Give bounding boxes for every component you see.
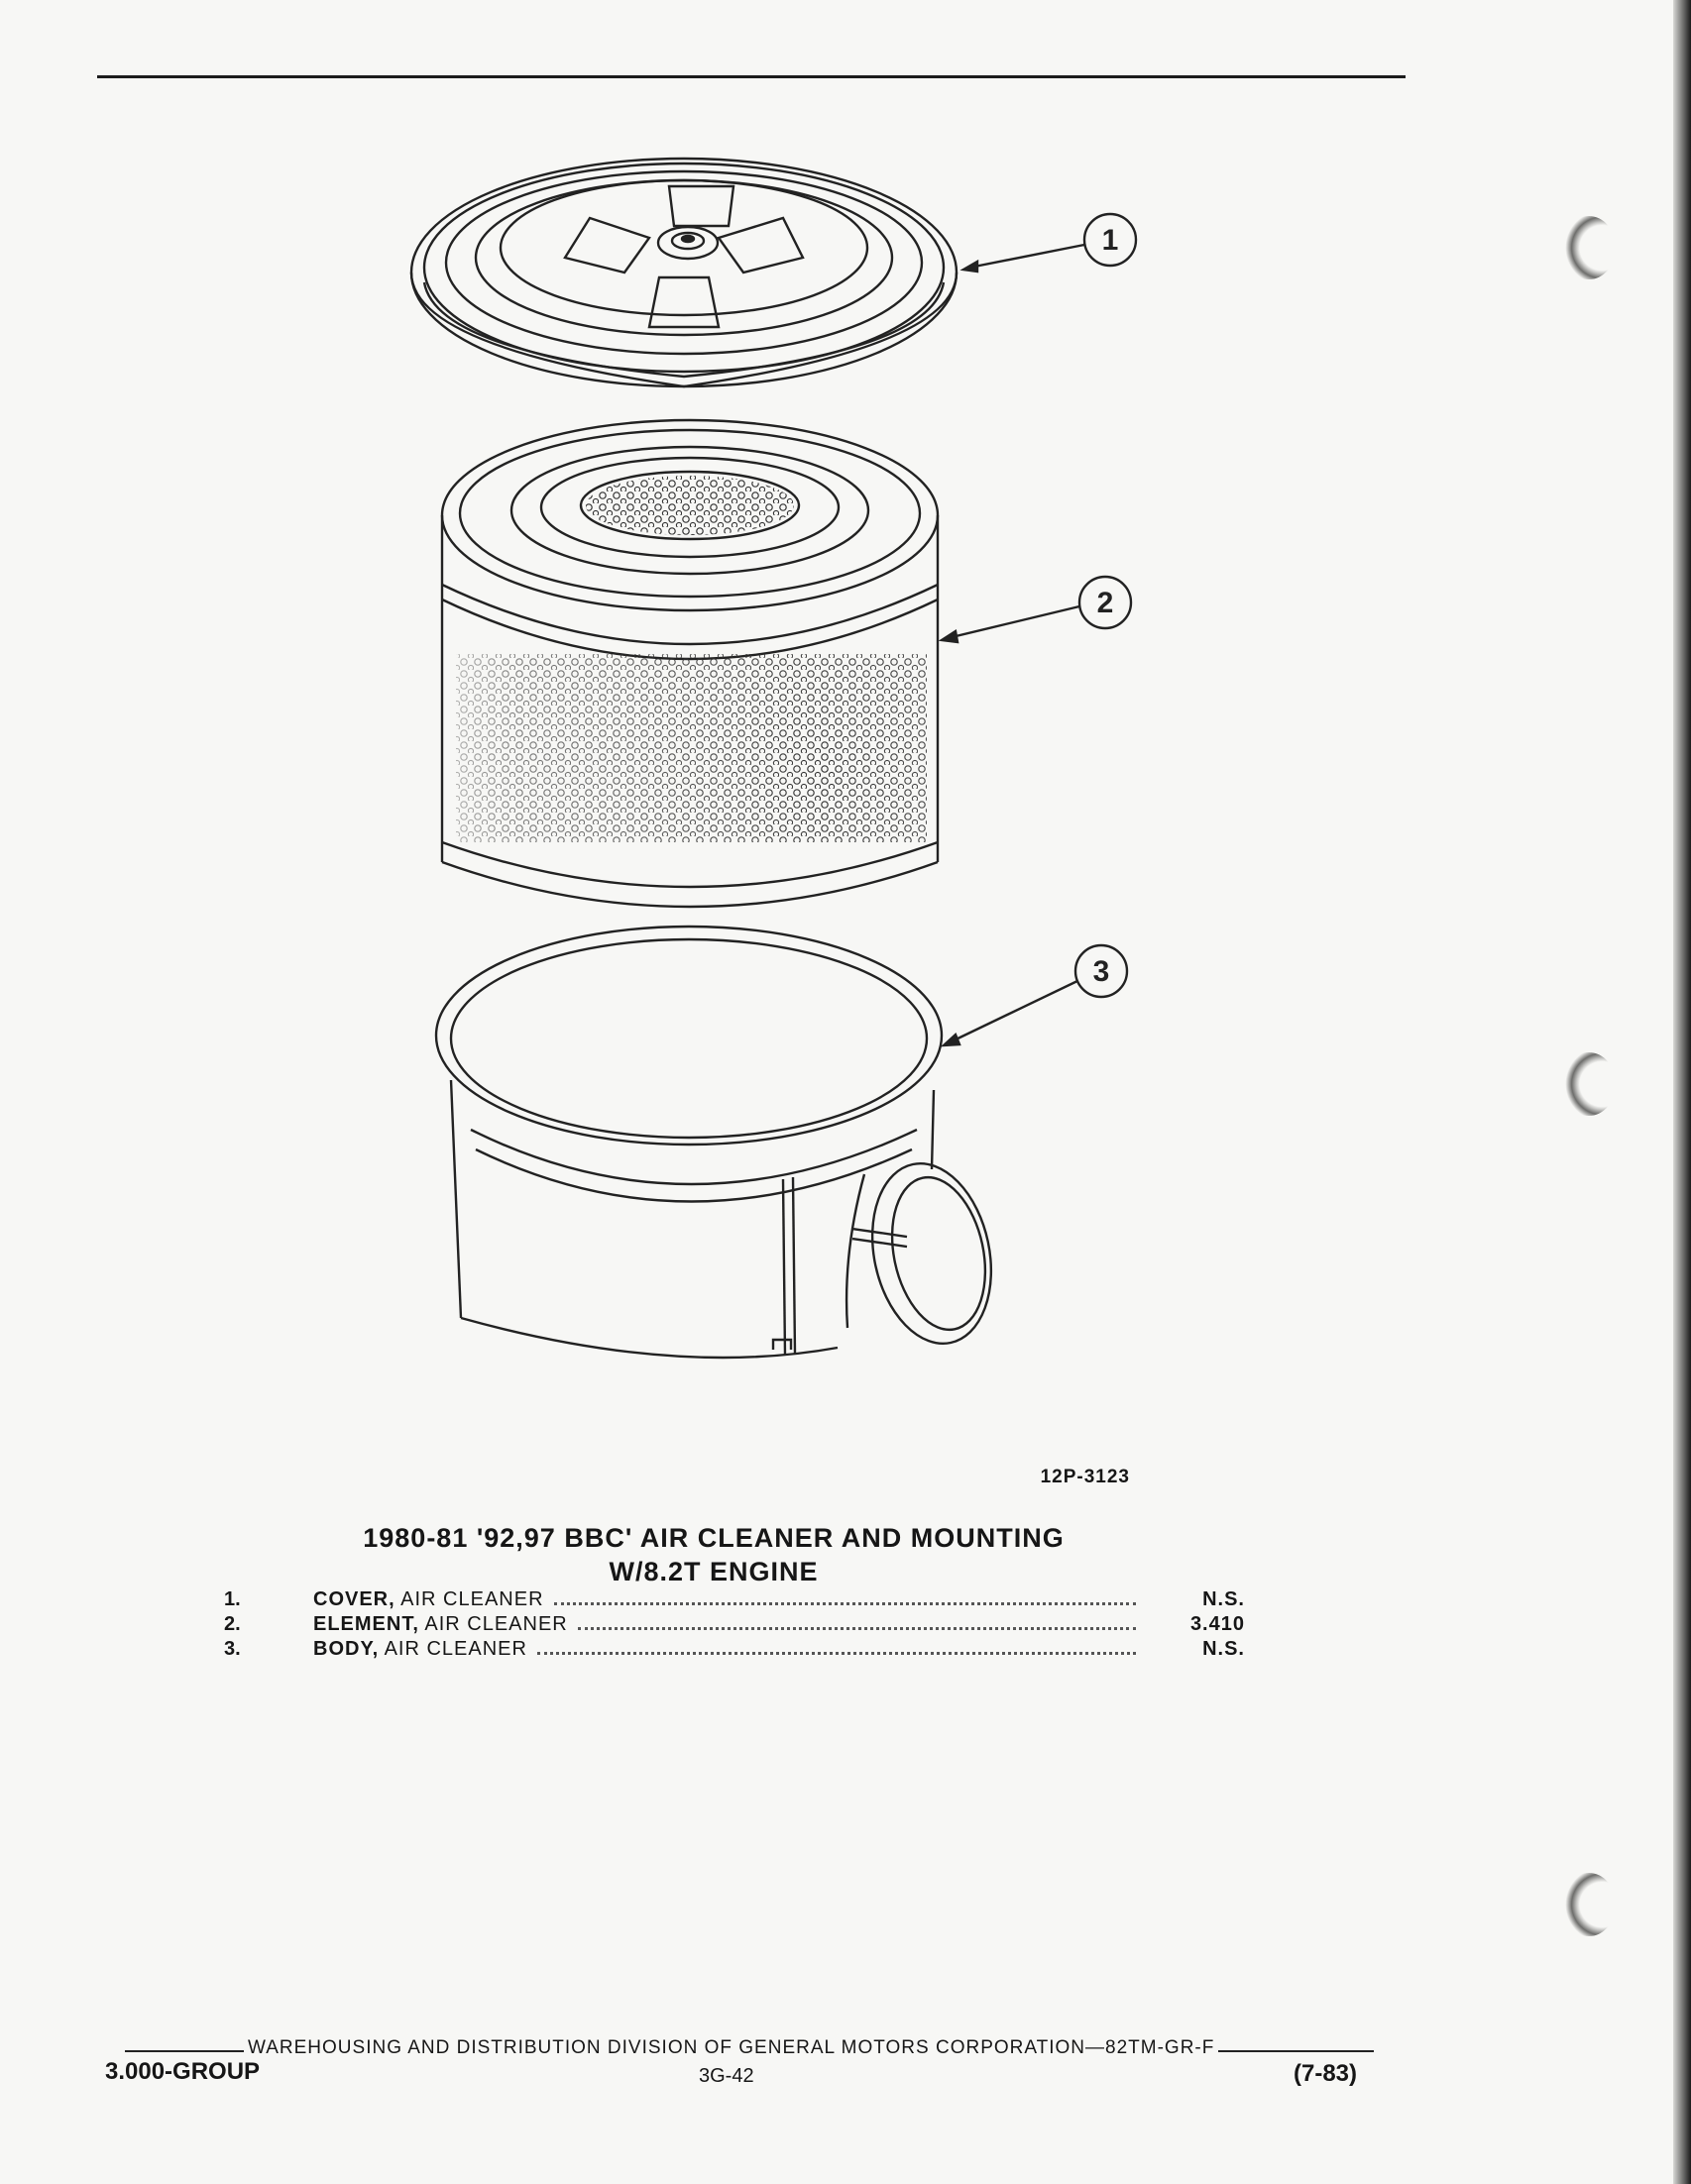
part-name (313, 1638, 527, 1661)
punch-hole-middle (1562, 1052, 1616, 1116)
footer-publisher-line (125, 2037, 1374, 2059)
air-cleaner-exploded-illustration (377, 99, 1189, 1447)
dot-leader (578, 1623, 1136, 1630)
part-name-bold: COVER, (313, 1588, 395, 1610)
callout-2-label: 2 (1096, 587, 1114, 619)
part-name-bold: BODY, (313, 1638, 380, 1660)
punch-hole-top (1562, 216, 1616, 279)
figure-code: 12P-3123 (1040, 1467, 1130, 1487)
part-name-rest: AIR CLEANER (384, 1638, 527, 1660)
body-drawing (436, 927, 1007, 1358)
part-code: N.S. (1202, 1638, 1245, 1660)
part-number: 3. (224, 1638, 241, 1660)
top-rule (97, 75, 1406, 78)
part-name-bold: ELEMENT, (313, 1613, 419, 1635)
callout-1-label: 1 (1101, 224, 1119, 257)
footer-page-number: 3G-42 (699, 2065, 754, 2087)
element-drawing (442, 420, 938, 907)
callout-1 (963, 214, 1136, 272)
part-code: 3.410 (1189, 1613, 1245, 1635)
caption-title-line-1: 1980-81 '92,97 BBC' AIR CLEANER AND MOUNTING (363, 1523, 1065, 1553)
callout-3-label: 3 (1092, 955, 1110, 988)
parts-list-item (224, 1588, 1245, 1613)
dot-leader (537, 1648, 1136, 1655)
cover-drawing (411, 159, 957, 386)
part-name-rest: AIR CLEANER (424, 1613, 568, 1635)
footer-group-label: 3.000-GROUP (105, 2058, 261, 2085)
footer-rule-right (1218, 2050, 1374, 2052)
part-number: 2. (224, 1613, 241, 1635)
callout-2 (942, 577, 1131, 642)
parts-list-item (224, 1638, 1245, 1663)
parts-list-item (224, 1613, 1245, 1638)
part-code: N.S. (1202, 1588, 1245, 1610)
punch-hole-bottom (1562, 1873, 1616, 1936)
part-name (313, 1613, 568, 1636)
part-number: 1. (224, 1588, 241, 1610)
page-edge-shadow (1673, 0, 1691, 2184)
part-name-rest: AIR CLEANER (400, 1588, 544, 1610)
caption-title-line-2: W/8.2T ENGINE (609, 1557, 819, 1586)
footer-publisher-text: WAREHOUSING AND DISTRIBUTION DIVISION OF GENERAL MOTORS CORPORATION—82TM-GR-F (248, 2037, 1215, 2058)
footer-date: (7-83) (1294, 2060, 1358, 2087)
dot-leader (554, 1598, 1136, 1605)
footer-rule-left (125, 2050, 244, 2052)
caption-title (297, 1521, 1130, 1588)
callout-3 (944, 945, 1127, 1045)
parts-list (224, 1588, 1245, 1663)
part-name (313, 1588, 544, 1611)
